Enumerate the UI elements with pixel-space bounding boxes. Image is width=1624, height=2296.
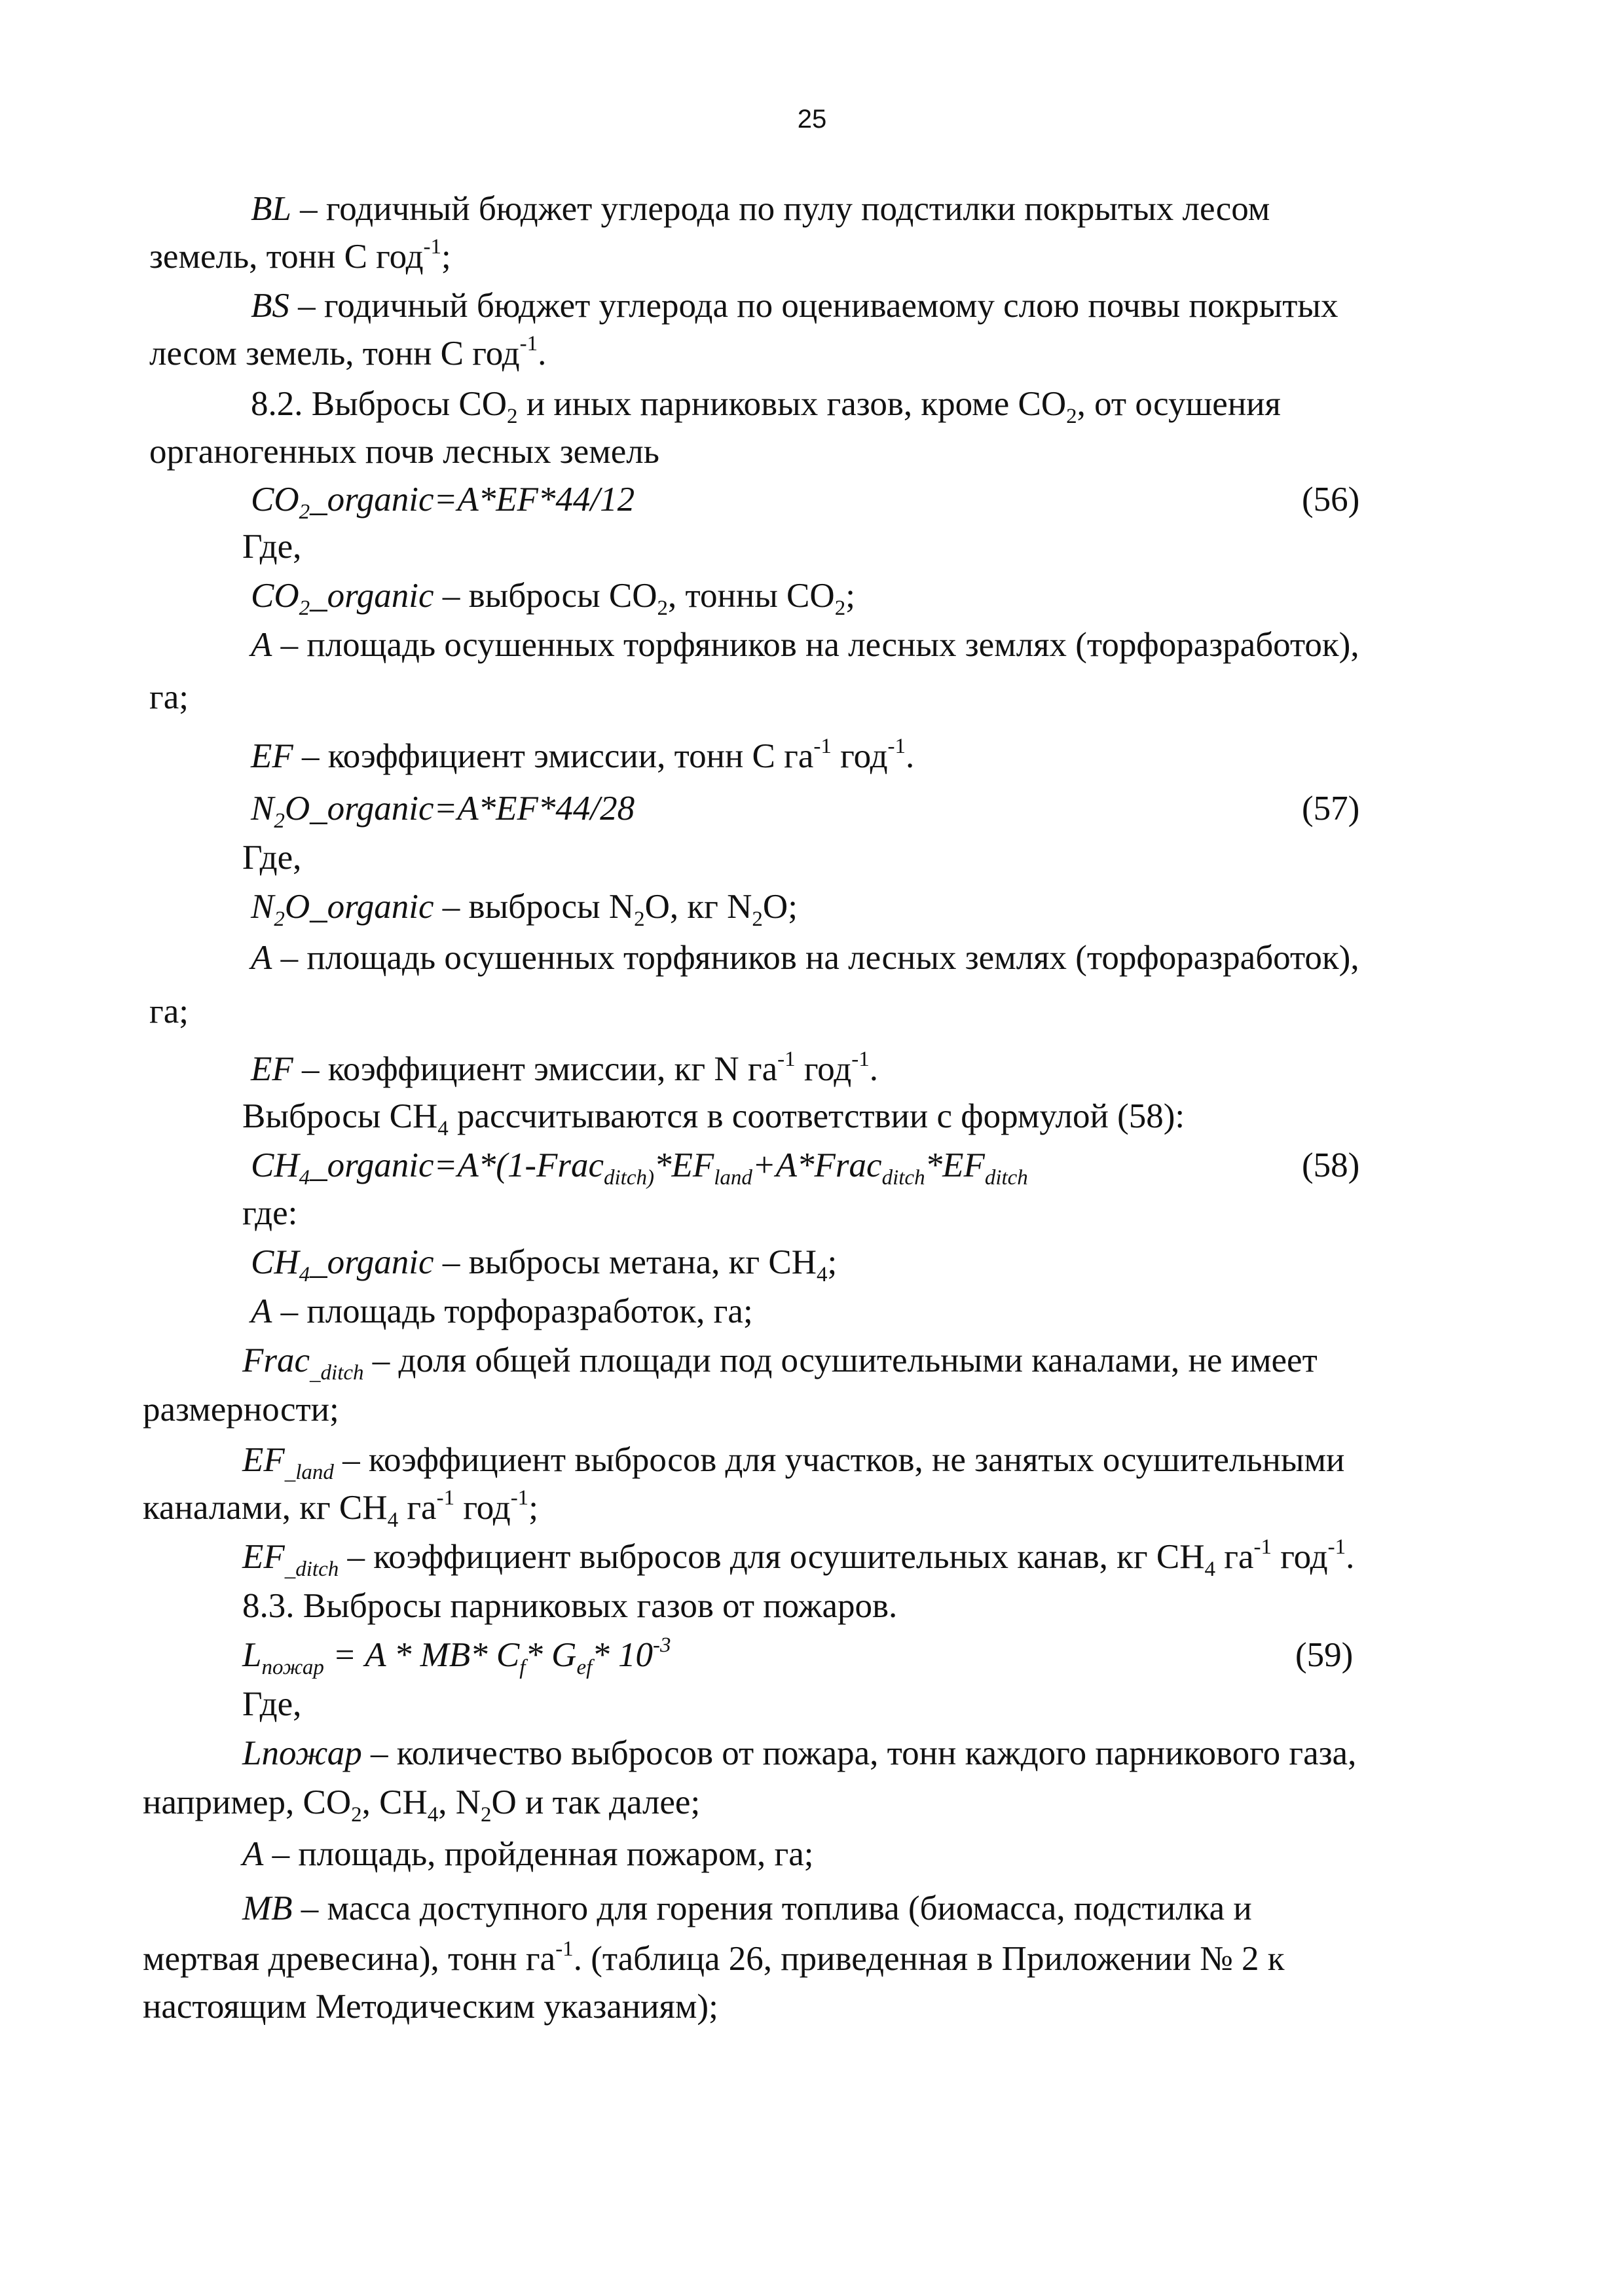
ef-land-end: ; [528, 1489, 538, 1527]
ef-end: . [869, 1050, 878, 1088]
f58-a: CH [251, 1146, 299, 1184]
where-label: где: [242, 1194, 298, 1232]
ef-land-definition-line2 [0, 1485, 1624, 1531]
formula-56 [0, 477, 1624, 522]
where-label: Где, [242, 839, 302, 877]
sup-minus1: -1 [777, 1048, 796, 1071]
sup-minus1: -1 [423, 235, 442, 259]
page-number: 25 [797, 105, 827, 134]
bl-definition-line1 [0, 186, 1624, 232]
sup-minus1: -1 [1327, 1535, 1346, 1559]
n2o-sym-a: N [251, 888, 274, 926]
sup-minus1: -1 [851, 1048, 870, 1071]
n2o-text-c: – выбросы N [434, 888, 635, 926]
sub-4: 4 [1204, 1558, 1215, 1581]
ef-symbol: EF [251, 1050, 293, 1088]
co2-sym-b: _organic [310, 577, 434, 615]
f57-a: N [251, 790, 274, 828]
sub-4: 4 [427, 1803, 439, 1827]
sub-2: 2 [274, 907, 285, 931]
f57-b: O_organic=A*EF*44/28 [284, 790, 635, 828]
sub-2: 2 [274, 809, 285, 833]
mb-text-c: мертвая древесина), тонн га [143, 1940, 556, 1978]
ef-symbol: EF [251, 737, 293, 775]
ch4-sym-b: _organic [310, 1243, 434, 1281]
f58-b: _organic=A*(1-Frac [310, 1146, 604, 1184]
sub-land: land [714, 1166, 752, 1190]
frac-ditch-definition-line2: размерности; [143, 1391, 339, 1429]
sup-minus1: -1 [555, 1937, 574, 1961]
a-definition-57 [0, 935, 1624, 981]
sub-4: 4 [387, 1508, 399, 1532]
sup-minus1: -1 [510, 1486, 529, 1510]
lpozhar-text-e: , N [438, 1783, 481, 1821]
sub-4: 4 [299, 1263, 310, 1286]
sup-minus1: -1 [1253, 1535, 1272, 1559]
n2o-sym-b: O_organic [284, 888, 434, 926]
sub-4: 4 [817, 1263, 828, 1286]
bs-definition-line1 [0, 283, 1624, 329]
mb-text: – масса доступного для горения топлива (биомасса, подстилка и [292, 1889, 1252, 1927]
sub-2: 2 [481, 1803, 492, 1827]
ef-land-ga: га [398, 1489, 437, 1527]
sub-2: 2 [1066, 405, 1077, 428]
mb-definition-line2 [0, 1936, 1624, 1982]
ef-definition-56 [0, 733, 1624, 779]
formula-59 [0, 1632, 1624, 1678]
mb-text-d: . (таблица 26, приведенная в Приложении № 2 к [573, 1940, 1285, 1978]
sub-4: 4 [437, 1117, 449, 1140]
frac-ditch-definition [0, 1338, 1624, 1383]
sup-minus1: -1 [519, 332, 538, 355]
ef-ditch-ga: га [1215, 1538, 1254, 1576]
a-definition-56 [0, 622, 1624, 668]
section-8-2-heading-line1 [0, 381, 1624, 427]
equation-number-58: (58) [1302, 1146, 1360, 1184]
co2-organic-definition [0, 573, 1624, 619]
a-definition-58 [0, 1288, 1624, 1334]
section-8-3-heading: 8.3. Выбросы парниковых газов от пожаров. [242, 1587, 898, 1625]
sub-2: 2 [752, 907, 763, 931]
a-definition-56-line2: га; [149, 678, 189, 716]
ef-land-text: – коэффициент выбросов для участков, не занятых осушительными [333, 1441, 1345, 1479]
ef-land-definition [0, 1437, 1624, 1483]
s82-text-b: и иных парниковых газов, кроме CO [517, 385, 1067, 423]
mb-definition-line3: настоящим Методическим указаниям); [143, 1988, 718, 2026]
formula-57 [0, 786, 1624, 831]
sub-2: 2 [634, 907, 645, 931]
a-text: – площадь осушенных торфяников на лесных землях (торфоразработок), [272, 626, 1359, 664]
where-label: Где, [242, 1685, 302, 1723]
equation-number-59: (59) [1295, 1636, 1354, 1674]
ch4-text-c: – выбросы метана, кг CH [434, 1243, 817, 1281]
where-label: Где, [242, 528, 302, 566]
bs-symbol: BS [251, 287, 289, 325]
sub-2: 2 [351, 1803, 362, 1827]
f58-d: +A*Frac [752, 1146, 882, 1184]
sub-ditch: ditch [881, 1166, 925, 1190]
sub-ditch: _ditch [284, 1558, 339, 1581]
lpozhar-text: – количество выбросов от пожара, тонн каждого парникового газа, [361, 1734, 1357, 1772]
bl-definition-line2 [0, 234, 1624, 280]
sub-ef: ef [576, 1656, 593, 1679]
frac-symbol: Frac [242, 1341, 310, 1379]
bs-definition-line2 [0, 331, 1624, 376]
f59-a: L [242, 1636, 262, 1674]
ef-ditch-definition [0, 1534, 1624, 1580]
lpozhar-definition-line2 [0, 1779, 1624, 1825]
ch4-intro-a: Выбросы CH [242, 1097, 438, 1135]
bl-symbol: BL [251, 190, 291, 228]
mb-definition [0, 1886, 1624, 1931]
ef-text: – коэффициент эмиссии, тонн С га [293, 737, 814, 775]
a-symbol: A [251, 626, 272, 664]
bl-text-2: земель, тонн С год [149, 238, 424, 276]
lpozhar-text-d: , CH [361, 1783, 428, 1821]
bs-text-2: лесом земель, тонн С год [149, 335, 520, 373]
f59-c: * G [525, 1636, 577, 1674]
lpozhar-text-c: например, CO [143, 1783, 352, 1821]
ef-ditch-end: . [1346, 1538, 1355, 1576]
sup-minus1: -1 [436, 1486, 455, 1510]
f59-b: = A * MB* C [323, 1636, 520, 1674]
equation-number-56: (56) [1302, 481, 1360, 519]
f56-b: _organic=A*EF*44/12 [310, 481, 635, 519]
ch4-intro-b: рассчитываются в соответствии с формулой (58): [448, 1097, 1185, 1135]
lpozhar-definition [0, 1730, 1624, 1776]
ch4-sym-a: CH [251, 1243, 299, 1281]
sub-ditch: ditch) [604, 1166, 654, 1190]
lpozhar-text-f: O и так далее; [491, 1783, 701, 1821]
s82-text-c: , от осушения [1077, 385, 1281, 423]
bl-end: ; [441, 238, 451, 276]
lpozhar-symbol: Lпожар [242, 1734, 362, 1772]
a-text: – площадь осушенных торфяников на лесных землях (торфоразработок), [272, 939, 1359, 977]
sub-land: _land [284, 1461, 334, 1484]
mb-symbol: MB [242, 1889, 293, 1927]
sub-ditch: ditch [984, 1166, 1028, 1190]
s82-text-a: 8.2. Выбросы CO [251, 385, 507, 423]
f59-d: * 10 [592, 1636, 654, 1674]
a-symbol: A [251, 1292, 272, 1330]
sub-2: 2 [507, 405, 518, 428]
f56-a: CO [251, 481, 299, 519]
sub-4: 4 [299, 1166, 310, 1190]
ef-text-god: год [831, 737, 888, 775]
formula-58 [0, 1142, 1624, 1188]
n2o-organic-definition [0, 884, 1624, 930]
ch4-intro [0, 1093, 1624, 1139]
n2o-text-e: O; [762, 888, 798, 926]
ef-text: – коэффициент эмиссии, кг N га [293, 1050, 778, 1088]
ef-text-god: год [795, 1050, 852, 1088]
co2-text-d: , тонны CO [668, 577, 835, 615]
co2-sym-a: CO [251, 577, 299, 615]
sup-minus1: -1 [813, 735, 832, 758]
ef-end: . [906, 737, 915, 775]
f58-c: *EF [654, 1146, 714, 1184]
a-text: – площадь, пройденная пожаром, га; [263, 1835, 814, 1873]
co2-text-e: ; [845, 577, 855, 615]
ch4-text-d: ; [827, 1243, 838, 1281]
sub-2: 2 [657, 596, 668, 620]
sub-2: 2 [299, 500, 310, 524]
a-symbol: A [251, 939, 272, 977]
a-definition-59 [0, 1831, 1624, 1877]
n2o-text-d: O, кг N [644, 888, 752, 926]
f58-e: *EF [925, 1146, 985, 1184]
sup-minus3: -3 [653, 1633, 671, 1657]
equation-number-57: (57) [1302, 790, 1360, 828]
bl-text: – годичный бюджет углерода по пулу подстилки покрытых лесом [291, 190, 1270, 228]
sub-2: 2 [834, 596, 846, 620]
frac-text: – доля общей площади под осушительными каналами, не имеет [363, 1341, 1318, 1379]
a-definition-57-line2: га; [149, 993, 189, 1030]
sub-2: 2 [299, 596, 310, 620]
a-symbol: A [242, 1835, 264, 1873]
ef-ditch-text: – коэффициент выбросов для осушительных канав, кг CH [339, 1538, 1205, 1576]
sub-f: f [519, 1656, 526, 1679]
sup-minus1: -1 [887, 735, 906, 758]
ef-definition-57 [0, 1046, 1624, 1092]
a-text: – площадь торфоразработок, га; [272, 1292, 753, 1330]
ef-symbol: EF [242, 1538, 285, 1576]
bs-text: – годичный бюджет углерода по оцениваемому слою почвы покрытых [289, 287, 1338, 325]
section-8-2-heading-line2: органогенных почв лесных земель [149, 433, 659, 471]
sub-ditch: _ditch [310, 1361, 364, 1385]
sub-pozhar: пожар [261, 1656, 324, 1679]
ch4-organic-definition [0, 1239, 1624, 1285]
ef-symbol: EF [242, 1441, 285, 1479]
co2-text-c: – выбросы CO [434, 577, 657, 615]
bs-end: . [538, 335, 547, 373]
ef-ditch-god: год [1272, 1538, 1328, 1576]
ef-land-god: год [454, 1489, 511, 1527]
ef-land-text-2: каналами, кг CH [143, 1489, 388, 1527]
